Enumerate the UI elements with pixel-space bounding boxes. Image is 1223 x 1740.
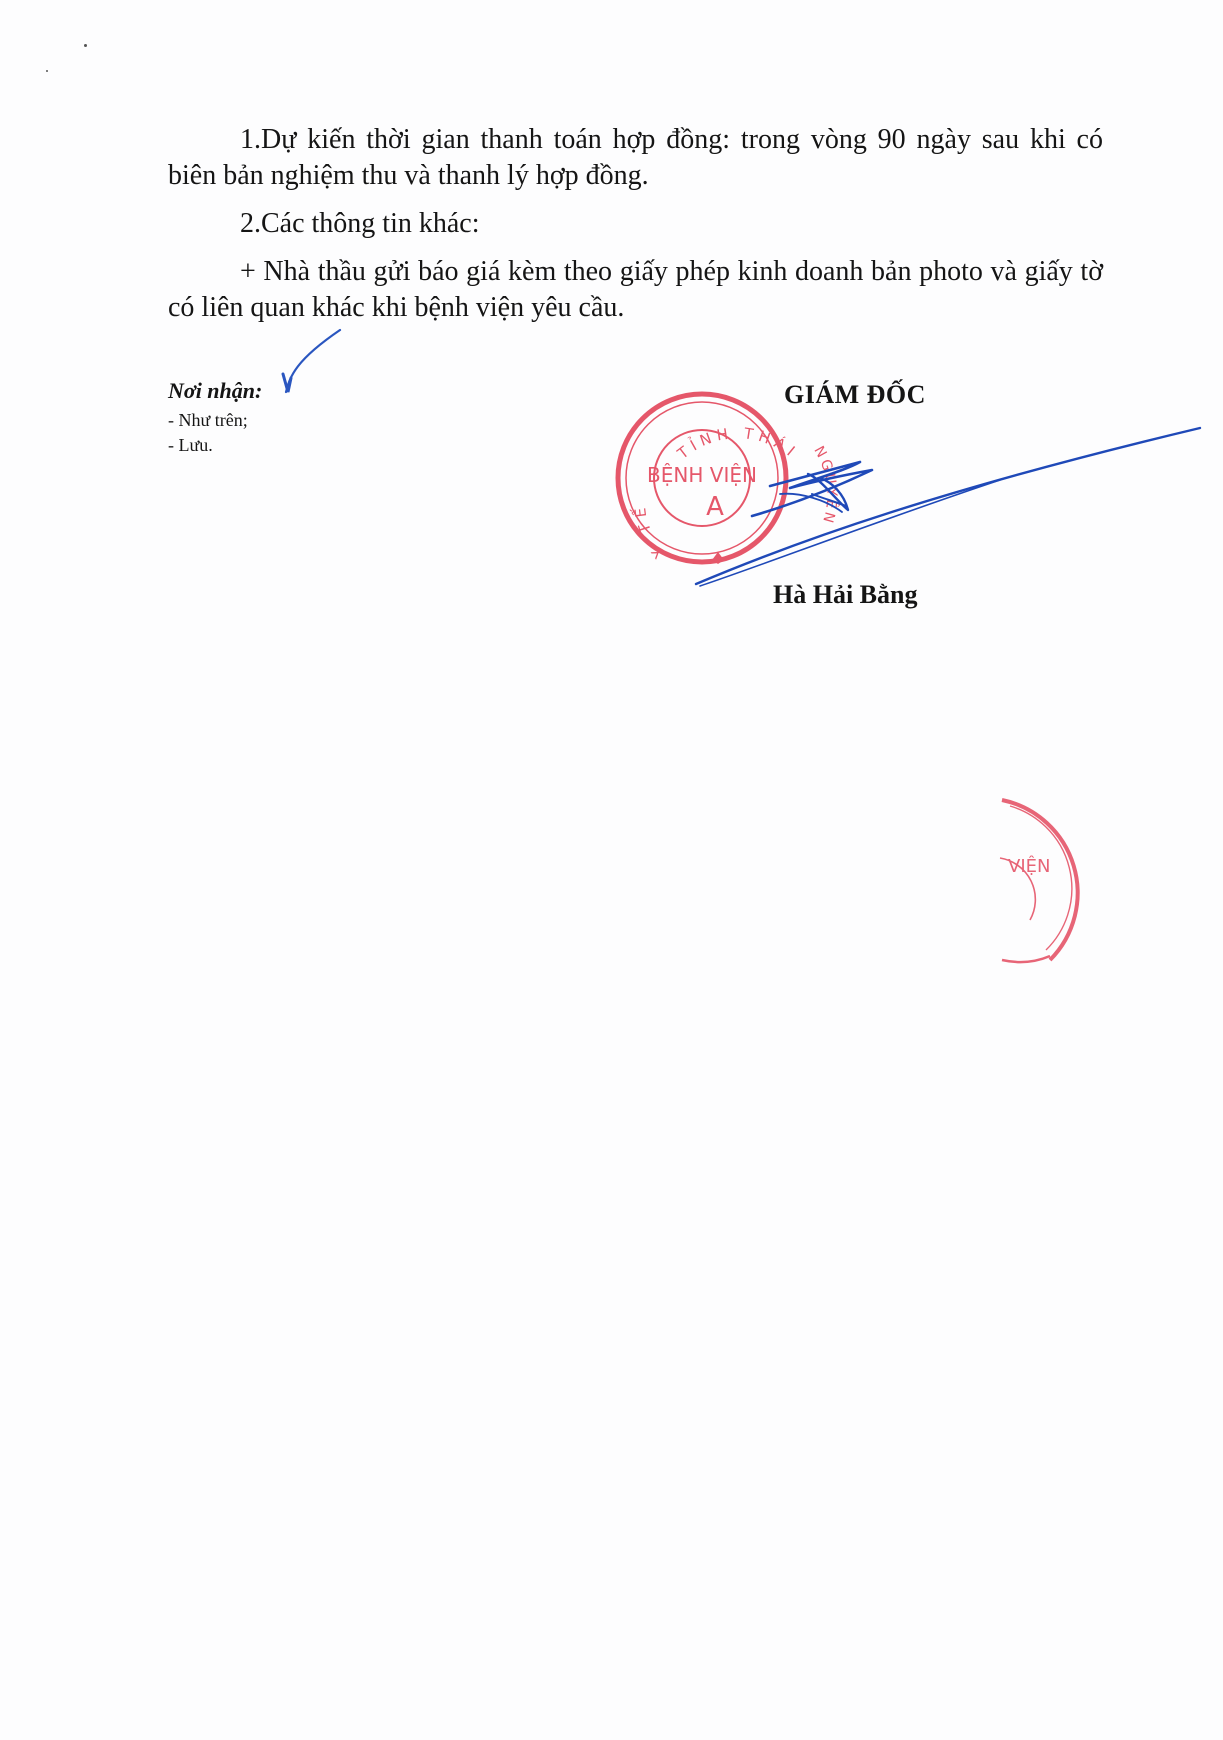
payment-term-paragraph: 1.Dự kiến thời gian thanh toán hợp đồng: trong vòng 90 ngày sau khi có biên bản nghiệm thu và thanh lý hợp đồng.	[168, 124, 1103, 191]
hospital-seal	[618, 394, 841, 564]
other-info-item: + Nhà thầu gửi báo giá kèm theo giấy phép kinh doanh bản photo và giấy tờ có liên quan khác khi bệnh viện yêu cầu.	[168, 256, 1103, 323]
svg-text:Y TẾ	[628, 501, 669, 562]
recipient-item: - Lưu.	[168, 435, 213, 455]
seal-center-text: BỆNH VIỆN	[647, 463, 757, 487]
other-info-heading: 2.Các thông tin khác:	[240, 208, 480, 239]
signer-position: GIÁM ĐỐC	[784, 380, 926, 409]
seam-seal	[1000, 800, 1078, 962]
check-mark-icon	[286, 330, 340, 392]
seam-seal-text: VIỆN	[1008, 856, 1051, 877]
seal-center-letter: A	[706, 492, 724, 522]
recipients-title: Nơi nhận:	[168, 378, 263, 403]
seal-top-text: TỈNH THÁI	[674, 424, 803, 463]
seal-left-text: Y TẾ	[630, 500, 669, 562]
recipient-item: - Như trên;	[168, 410, 248, 430]
check-mark-tick	[283, 374, 291, 392]
seal-right-text: NGUYÊN	[810, 443, 840, 528]
signer-name: Hà Hải Bằng	[773, 580, 918, 609]
